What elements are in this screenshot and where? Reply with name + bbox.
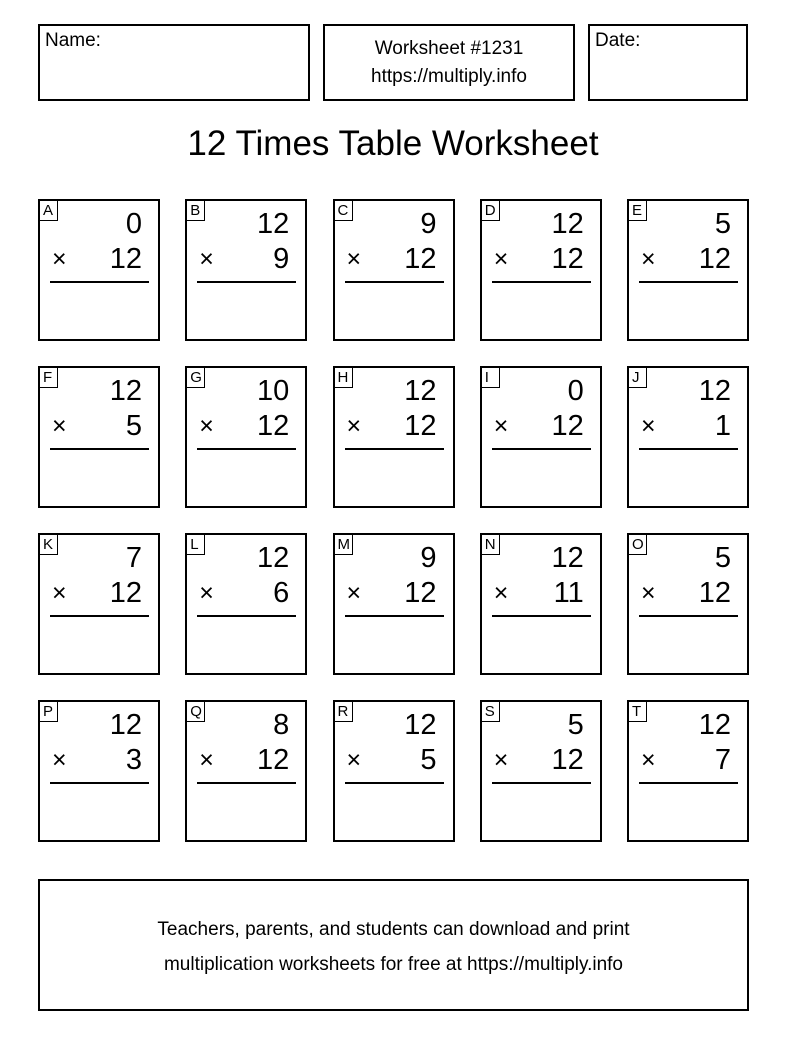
problem-card[interactable]	[38, 199, 160, 341]
multiplicand: 9	[420, 542, 437, 574]
multiply-sign: ×	[199, 412, 214, 440]
problem-card[interactable]	[627, 199, 749, 341]
problem-row	[38, 700, 749, 842]
answer-line	[345, 281, 444, 283]
problem-card[interactable]	[38, 533, 160, 675]
problem-letter: N	[481, 534, 500, 555]
worksheet-info-box	[323, 24, 575, 101]
footer-box	[38, 879, 749, 1011]
multiply-sign: ×	[346, 412, 362, 440]
problem-letter: I	[481, 367, 500, 388]
problem-letter: H	[334, 367, 353, 388]
multiplier: 12	[109, 577, 142, 609]
multiplier: 12	[404, 577, 437, 609]
multiply-sign: ×	[346, 746, 362, 774]
problem-card[interactable]	[38, 366, 160, 508]
multiplicand: 12	[698, 375, 731, 407]
worksheet-id: Worksheet #1231	[374, 38, 524, 59]
multiply-sign: ×	[641, 412, 656, 440]
problem-card[interactable]	[185, 533, 307, 675]
multiplier: 12	[551, 243, 584, 275]
problem-letter: Q	[186, 701, 205, 722]
answer-line	[50, 281, 149, 283]
multiply-sign: ×	[52, 412, 67, 440]
problem-card[interactable]	[480, 366, 602, 508]
problem-card[interactable]	[627, 533, 749, 675]
problem-letter: P	[39, 701, 58, 722]
multiply-sign: ×	[199, 579, 214, 607]
problem-card[interactable]	[185, 199, 307, 341]
multiplicand: 12	[698, 709, 731, 741]
problem-letter: C	[334, 200, 353, 221]
answer-line	[197, 281, 296, 283]
multiplicand: 12	[551, 542, 584, 574]
multiplier: 12	[551, 744, 584, 776]
problem-card[interactable]	[627, 366, 749, 508]
multiply-sign: ×	[346, 245, 362, 273]
answer-line	[492, 281, 591, 283]
multiplicand: 12	[404, 709, 437, 741]
problem-card[interactable]	[627, 700, 749, 842]
multiplicand: 12	[109, 709, 142, 741]
problem-letter: J	[628, 367, 647, 388]
multiplier: 12	[404, 410, 437, 442]
problem-grid	[38, 199, 749, 842]
multiplicand: 0	[567, 375, 584, 407]
problem-letter: K	[39, 534, 58, 555]
problem-card[interactable]	[333, 533, 455, 675]
problem-card[interactable]	[480, 533, 602, 675]
multiplicand: 9	[420, 208, 437, 240]
multiplier: 12	[404, 243, 437, 275]
problem-card[interactable]	[38, 700, 160, 842]
answer-line	[639, 448, 738, 450]
multiplier: 12	[256, 410, 290, 442]
footer-text-line-1: Teachers, parents, and students can download and print	[157, 919, 630, 940]
multiplier: 12	[551, 410, 584, 442]
multiplier: 7	[714, 744, 731, 776]
multiplicand: 12	[256, 542, 290, 574]
multiplier: 1	[714, 410, 731, 442]
problem-card[interactable]	[333, 700, 455, 842]
problem-letter: D	[481, 200, 500, 221]
multiplier: 12	[698, 243, 731, 275]
page-title: 12 Times Table Worksheet	[187, 124, 599, 163]
multiply-sign: ×	[199, 245, 214, 273]
multiply-sign: ×	[346, 579, 362, 607]
problem-letter: E	[628, 200, 647, 221]
multiplier: 3	[125, 744, 142, 776]
answer-line	[197, 448, 296, 450]
answer-line	[50, 448, 149, 450]
multiplier: 5	[420, 744, 437, 776]
multiplicand: 12	[256, 208, 290, 240]
answer-line	[492, 448, 591, 450]
answer-line	[492, 782, 591, 784]
answer-line	[50, 615, 149, 617]
multiplicand: 8	[273, 709, 290, 741]
multiply-sign: ×	[493, 412, 509, 440]
multiplicand: 12	[404, 375, 437, 407]
multiply-sign: ×	[199, 746, 214, 774]
multiply-sign: ×	[641, 245, 656, 273]
answer-line	[639, 782, 738, 784]
multiply-sign: ×	[493, 579, 509, 607]
problem-letter: M	[334, 534, 353, 555]
answer-line	[50, 782, 149, 784]
multiply-sign: ×	[52, 579, 67, 607]
date-label: Date:	[595, 30, 641, 51]
name-label: Name:	[45, 30, 101, 51]
problem-card[interactable]	[185, 366, 307, 508]
problem-letter: T	[628, 701, 647, 722]
problem-letter: S	[481, 701, 500, 722]
problem-letter: G	[186, 367, 205, 388]
multiplicand: 0	[125, 208, 142, 240]
multiplier: 6	[273, 577, 290, 609]
footer-text-line-2: multiplication worksheets for free at https://multiply.info	[163, 954, 623, 975]
site-url: https://multiply.info	[371, 66, 527, 87]
problem-letter: R	[334, 701, 353, 722]
multiplier: 9	[273, 243, 290, 275]
problem-card[interactable]	[333, 199, 455, 341]
date-field[interactable]	[588, 24, 748, 101]
multiplicand: 7	[125, 542, 142, 574]
multiplicand: 5	[714, 208, 731, 240]
answer-line	[345, 448, 444, 450]
problem-card[interactable]	[185, 700, 307, 842]
answer-line	[345, 782, 444, 784]
multiplicand: 12	[551, 208, 584, 240]
problem-card[interactable]	[480, 199, 602, 341]
problem-card[interactable]	[333, 366, 455, 508]
problem-letter: B	[186, 200, 205, 221]
multiplier: 5	[125, 410, 142, 442]
problem-row	[38, 533, 749, 675]
problem-letter: O	[628, 534, 647, 555]
problem-row	[38, 199, 749, 341]
problem-letter: F	[39, 367, 58, 388]
problem-card[interactable]	[480, 700, 602, 842]
answer-line	[197, 615, 296, 617]
answer-line	[197, 782, 296, 784]
name-field[interactable]	[38, 24, 310, 101]
answer-line	[345, 615, 444, 617]
multiply-sign: ×	[52, 245, 67, 273]
multiplicand: 10	[256, 375, 290, 407]
multiply-sign: ×	[493, 245, 509, 273]
problem-letter: L	[186, 534, 205, 555]
multiplicand: 12	[109, 375, 142, 407]
multiplier: 12	[698, 577, 731, 609]
multiplier: 12	[256, 744, 290, 776]
multiply-sign: ×	[493, 746, 509, 774]
problem-row	[38, 366, 749, 508]
problem-letter: A	[39, 200, 58, 221]
multiplicand: 5	[714, 542, 731, 574]
multiplier: 12	[109, 243, 142, 275]
multiply-sign: ×	[52, 746, 67, 774]
multiplier: 11	[553, 577, 584, 609]
answer-line	[492, 615, 591, 617]
multiply-sign: ×	[641, 746, 656, 774]
answer-line	[639, 281, 738, 283]
multiplicand: 5	[567, 709, 584, 741]
answer-line	[639, 615, 738, 617]
multiply-sign: ×	[641, 579, 656, 607]
